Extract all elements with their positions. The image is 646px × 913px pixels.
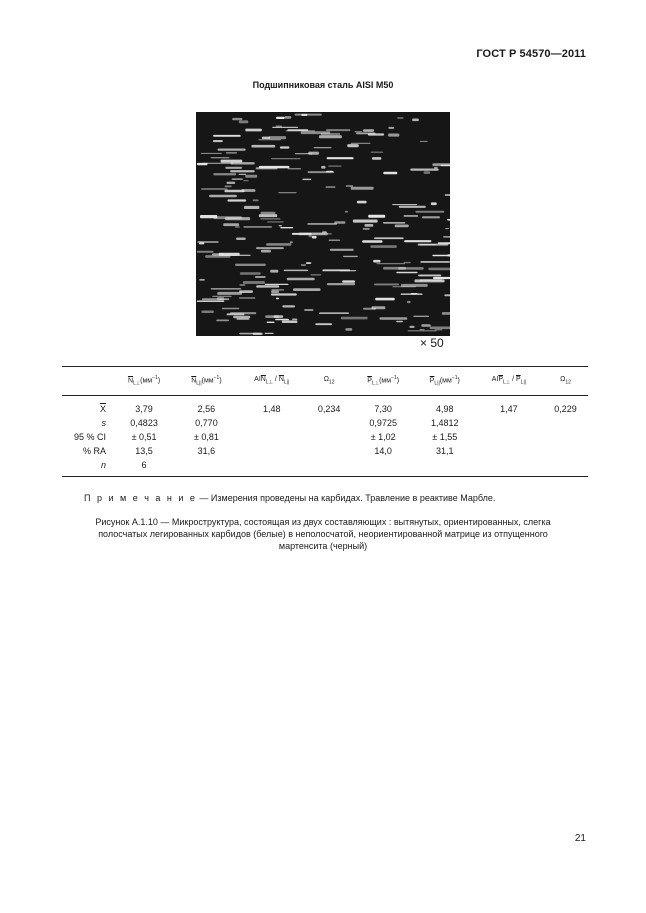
note-prefix: П р и м е ч а н и е — [84, 493, 197, 503]
carbide-streak — [265, 315, 279, 318]
carbide-streak — [362, 240, 382, 243]
carbide-streak — [444, 294, 450, 296]
carbide-streak — [326, 171, 333, 173]
table-cell: 0,4823 — [130, 418, 158, 428]
carbide-streak — [237, 318, 250, 320]
carbide-streak — [239, 120, 248, 123]
carbide-streak — [267, 322, 275, 323]
figure-caption — [60, 516, 586, 552]
table-cell — [543, 416, 588, 430]
carbide-streak — [418, 275, 441, 277]
carbide-streak — [433, 277, 450, 279]
carbide-streak — [240, 272, 261, 275]
carbide-streak — [212, 296, 232, 297]
table-cell — [307, 430, 352, 444]
carbide-streak — [392, 204, 417, 205]
table-cell — [543, 444, 588, 458]
carbide-streak — [245, 175, 257, 178]
carbide-streak — [228, 199, 247, 201]
carbide-streak — [211, 157, 230, 158]
table-row-ra — [62, 444, 588, 458]
carbide-streak — [432, 255, 450, 257]
carbide-streak — [256, 167, 278, 169]
carbide-streak — [357, 201, 367, 204]
carbide-streak — [321, 133, 340, 136]
carbide-streak — [201, 311, 214, 314]
carbide-streak — [292, 319, 297, 320]
carbide-streak — [284, 270, 308, 272]
carbide-streak — [363, 129, 374, 132]
table-cell: ± 1,55 — [432, 432, 458, 442]
carbide-streak — [307, 223, 337, 225]
table-cell: 0,9725 — [369, 418, 397, 428]
carbide-streak — [230, 312, 256, 314]
carbide-streak — [233, 316, 250, 318]
carbide-streak — [383, 222, 405, 223]
carbide-streak — [368, 133, 384, 135]
carbide-streak — [430, 327, 450, 330]
carbide-streak — [197, 301, 225, 302]
carbide-streak — [403, 262, 411, 263]
carbide-streak — [253, 199, 259, 201]
carbide-streak — [353, 220, 378, 223]
carbide-streak — [347, 144, 358, 147]
carbide-streak — [310, 274, 321, 275]
carbide-streak — [280, 146, 290, 148]
carbide-streak — [445, 228, 449, 229]
carbide-streak — [276, 298, 279, 300]
carbide-streak — [259, 214, 277, 217]
header-ai-n: $AI\overline{N}_{L\perp} / \overline{N}_{L||}$ — [237, 367, 307, 396]
carbide-streak — [261, 212, 276, 214]
carbide-streak — [370, 245, 396, 248]
micrograph-image — [196, 112, 450, 336]
carbide-streak — [270, 270, 278, 273]
table-cell — [543, 458, 588, 477]
carbide-streak — [410, 169, 438, 171]
table-cell: 31,1 — [436, 446, 454, 456]
carbide-streak — [412, 119, 419, 122]
table-cell: 0,229 — [554, 404, 577, 414]
table-cell: 0,234 — [317, 404, 341, 414]
carbide-streak — [401, 293, 423, 295]
table-cell: ± 1,02 — [370, 432, 396, 442]
row-label: 95 % CI — [73, 432, 106, 442]
row-label: $\overline{X}$ — [99, 404, 106, 414]
page-number: 21 — [574, 833, 586, 844]
table-row-mean — [62, 396, 588, 417]
carbide-streak — [218, 149, 246, 151]
table-cell: 13,5 — [135, 446, 153, 456]
carbide-streak — [383, 172, 397, 175]
carbide-streak — [288, 168, 302, 169]
table-cell — [475, 416, 543, 430]
carbide-streak — [211, 288, 242, 290]
carbide-streak — [397, 118, 404, 119]
table-header-row — [62, 367, 588, 396]
carbide-streak — [308, 152, 319, 155]
carbide-streak — [223, 223, 239, 226]
carbide-streak — [271, 158, 300, 159]
row-label: s — [101, 418, 106, 428]
carbide-streak — [217, 292, 242, 295]
carbide-streak — [420, 279, 443, 281]
carbide-streak — [225, 167, 242, 169]
carbide-streak — [243, 180, 248, 181]
carbide-streak — [388, 127, 394, 129]
carbide-streak — [302, 179, 311, 181]
carbide-streak — [230, 170, 255, 172]
carbide-streak — [396, 272, 417, 273]
carbide-streak — [293, 288, 320, 291]
carbide-streak — [280, 227, 293, 228]
standard-number: ГОСТ Р 54570—2011 — [476, 48, 586, 60]
table-row-ci — [62, 430, 588, 444]
table-cell — [543, 430, 588, 444]
carbide-streak — [255, 276, 266, 278]
row-label: % RA — [82, 446, 106, 456]
carbide-streak — [443, 236, 450, 237]
caption-line: мартенсита (черный) — [278, 541, 368, 551]
carbide-streak — [236, 238, 246, 241]
carbide-streak — [447, 219, 450, 221]
table-cell: 3,79 — [135, 404, 153, 414]
carbide-streak — [216, 320, 229, 322]
table-cell: ± 0,51 — [131, 432, 157, 442]
measurement-table — [62, 366, 588, 477]
table-cell — [176, 458, 237, 477]
carbide-streak — [197, 163, 208, 165]
carbide-streak — [287, 278, 315, 281]
carbide-streak — [383, 267, 406, 270]
carbide-streak — [431, 202, 437, 205]
carbide-streak — [368, 215, 385, 218]
carbide-streak — [334, 221, 345, 223]
carbide-streak — [326, 129, 350, 131]
carbide-streak — [346, 185, 354, 186]
carbide-streak — [306, 262, 312, 264]
carbide-streak — [407, 301, 411, 303]
carbide-streak — [205, 255, 230, 258]
carbide-streak — [434, 167, 438, 168]
carbide-streak — [226, 152, 237, 153]
table-row-n — [62, 458, 588, 477]
magnification-label: × 50 — [420, 336, 444, 350]
carbide-streak — [271, 289, 284, 291]
carbide-streak — [276, 117, 285, 119]
carbide-streak — [380, 317, 408, 320]
carbide-streak — [202, 298, 229, 300]
carbide-streak — [232, 118, 242, 120]
table-cell — [307, 416, 352, 430]
carbide-streak — [388, 134, 399, 137]
table-cell — [237, 430, 307, 444]
carbide-streak — [399, 206, 426, 208]
carbide-streak — [213, 135, 241, 137]
carbide-streak — [199, 279, 205, 280]
carbide-streak — [271, 293, 297, 295]
header-nl-par: $\overline{N}_{L||}(мм^{-1})$ — [176, 367, 237, 396]
table-row-s — [62, 416, 588, 430]
carbide-streak — [253, 333, 263, 335]
carbide-streak — [251, 145, 275, 148]
carbide-streak — [377, 263, 406, 264]
carbide-streak — [330, 249, 354, 251]
carbide-streak — [373, 260, 380, 263]
carbide-streak — [304, 309, 313, 311]
table-cell — [307, 458, 352, 477]
carbide-streak — [372, 157, 381, 160]
figure-title: Подшипниковая сталь AISI M50 — [252, 80, 394, 90]
carbide-streak — [419, 329, 424, 330]
carbide-streak — [445, 194, 450, 196]
carbide-streak — [245, 129, 261, 132]
carbide-streak — [271, 291, 279, 294]
table-cell: ± 0,81 — [193, 432, 219, 442]
carbide-streak — [438, 242, 450, 244]
header-pl-perp: $\overline{P}_{L\perp}(мм^{-1})$ — [352, 367, 415, 396]
carbide-streak — [221, 160, 243, 163]
carbide-streak — [290, 241, 293, 243]
table-cell: 7,30 — [374, 404, 392, 414]
carbide-streak — [209, 195, 237, 198]
table-cell — [475, 458, 543, 477]
carbide-streak — [329, 240, 341, 242]
carbide-streak — [421, 324, 430, 326]
carbide-streak — [422, 216, 440, 218]
carbide-streak — [404, 240, 431, 242]
carbide-streak — [276, 126, 282, 127]
carbide-streak — [342, 280, 355, 282]
table-cell: 31,6 — [197, 446, 216, 456]
carbide-streak — [327, 157, 354, 159]
carbide-streak — [260, 218, 280, 219]
carbide-streak — [314, 147, 332, 148]
carbide-streak — [408, 330, 437, 331]
carbide-streak — [355, 131, 363, 132]
carbide-streak — [267, 221, 284, 222]
table-cell: 14,0 — [374, 446, 392, 456]
carbide-streak — [235, 226, 240, 228]
table-cell: 2,56 — [197, 404, 216, 414]
table-cell — [475, 430, 543, 444]
carbide-streak — [413, 316, 429, 317]
table-cell: 1,48 — [262, 404, 281, 414]
table-cell — [352, 458, 415, 477]
carbide-streak — [441, 165, 450, 166]
carbide-streak — [239, 174, 247, 175]
carbide-streak — [319, 313, 349, 314]
carbide-streak — [351, 187, 374, 190]
carbide-streak — [258, 139, 281, 140]
carbide-streak — [321, 166, 325, 169]
carbide-streak — [345, 328, 352, 331]
table-cell: 4,98 — [436, 404, 454, 414]
note-text: — Измерения проведены на карбидах. Травление в реактиве Марбле. — [196, 493, 496, 503]
carbide-streak — [225, 190, 245, 193]
carbide-streak — [199, 243, 204, 245]
caption-line: полосчатых легированных карбидов (белые) в неполосчатой, неориентированной матрице из отпущенного — [98, 529, 548, 539]
carbide-streak — [442, 312, 450, 315]
carbide-streak — [279, 225, 282, 226]
row-label: n — [62, 458, 112, 477]
carbide-streak — [327, 283, 355, 285]
carbide-streak — [265, 284, 289, 285]
carbide-streak — [272, 127, 298, 128]
header-empty — [62, 367, 112, 396]
carbide-streak — [244, 206, 259, 209]
carbide-streak — [428, 268, 450, 271]
table-cell — [415, 458, 475, 477]
carbide-streak — [435, 329, 443, 330]
micrograph-texture — [196, 112, 450, 336]
carbide-streak — [213, 173, 236, 175]
carbide-streak — [363, 228, 370, 230]
carbide-streak — [282, 305, 295, 307]
table-cell: 0,770 — [195, 418, 218, 428]
carbide-streak — [299, 233, 328, 236]
carbide-streak — [415, 211, 444, 213]
table-note — [84, 493, 495, 503]
carbide-streak — [374, 237, 404, 239]
carbide-streak — [261, 250, 271, 253]
header-nl-perp: $\overline{N}_{L\perp}(мм^{-1})$ — [112, 367, 176, 396]
carbide-streak — [225, 186, 232, 188]
carbide-streak — [309, 235, 313, 237]
carbide-streak — [197, 251, 214, 253]
carbide-streak — [375, 298, 395, 301]
carbide-streak — [315, 323, 332, 325]
table-cell: 1,47 — [500, 404, 518, 414]
carbide-streak — [392, 286, 416, 287]
carbide-streak — [269, 136, 287, 139]
carbide-streak — [227, 182, 236, 184]
caption-line: Рисунок А.1.10 — Микроструктура, состоящая из двух составляющих : вытянутых, ориентированных, слегка — [95, 517, 551, 527]
table-cell: 6 — [112, 458, 176, 477]
header-ai-p: $AI\overline{P}_{L\perp} / \overline{P}_{L||}$ — [475, 367, 543, 396]
carbide-streak — [243, 281, 265, 284]
carbide-streak — [365, 224, 374, 227]
table-cell — [307, 444, 352, 458]
carbide-streak — [409, 326, 414, 328]
carbide-streak — [312, 236, 317, 239]
table-cell: 1,4812 — [431, 418, 459, 428]
carbide-streak — [301, 265, 307, 266]
carbide-streak — [201, 188, 228, 190]
table-cell — [475, 444, 543, 458]
carbide-streak — [239, 285, 245, 286]
carbide-streak — [404, 215, 419, 217]
table-cell — [237, 416, 307, 430]
carbide-streak — [395, 225, 409, 228]
carbide-streak — [396, 321, 403, 322]
carbide-streak — [213, 216, 241, 219]
carbide-streak — [222, 308, 240, 310]
carbide-streak — [374, 284, 399, 286]
carbide-streak — [266, 243, 291, 246]
carbide-streak — [363, 308, 376, 310]
carbide-streak — [265, 333, 274, 334]
carbide-streak — [345, 211, 348, 213]
carbide-streak — [197, 241, 218, 242]
carbide-streak — [341, 317, 368, 320]
carbide-streak — [286, 130, 315, 131]
carbide-streak — [295, 114, 322, 116]
header-pl-par: $\overline{P}_{L||}(мм^{-1})$ — [415, 367, 475, 396]
carbide-streak — [420, 141, 428, 142]
carbide-streak — [351, 143, 371, 144]
carbide-streak — [275, 319, 289, 321]
carbide-streak — [278, 192, 297, 193]
carbide-streak — [262, 137, 270, 139]
carbide-streak — [256, 247, 284, 249]
carbide-streak — [235, 264, 266, 266]
header-omega-p: $\Omega_{12}$ — [543, 367, 588, 396]
carbide-streak — [326, 186, 336, 188]
carbide-streak — [424, 171, 431, 174]
carbide-streak — [232, 179, 243, 180]
table-cell — [237, 444, 307, 458]
carbide-streak — [201, 153, 222, 154]
table-cell — [237, 458, 307, 477]
carbide-streak — [328, 166, 342, 167]
carbide-streak — [213, 140, 223, 142]
carbide-streak — [319, 135, 342, 138]
carbide-streak — [284, 116, 291, 119]
carbide-streak — [256, 285, 279, 287]
carbide-streak — [282, 320, 298, 323]
carbide-streak — [420, 261, 450, 263]
carbide-streak — [243, 226, 272, 227]
header-omega-n: $\Omega_{12}$ — [307, 367, 352, 396]
carbide-streak — [371, 152, 384, 153]
carbide-streak — [339, 270, 356, 271]
carbide-streak — [343, 256, 358, 257]
carbide-streak — [239, 298, 256, 299]
